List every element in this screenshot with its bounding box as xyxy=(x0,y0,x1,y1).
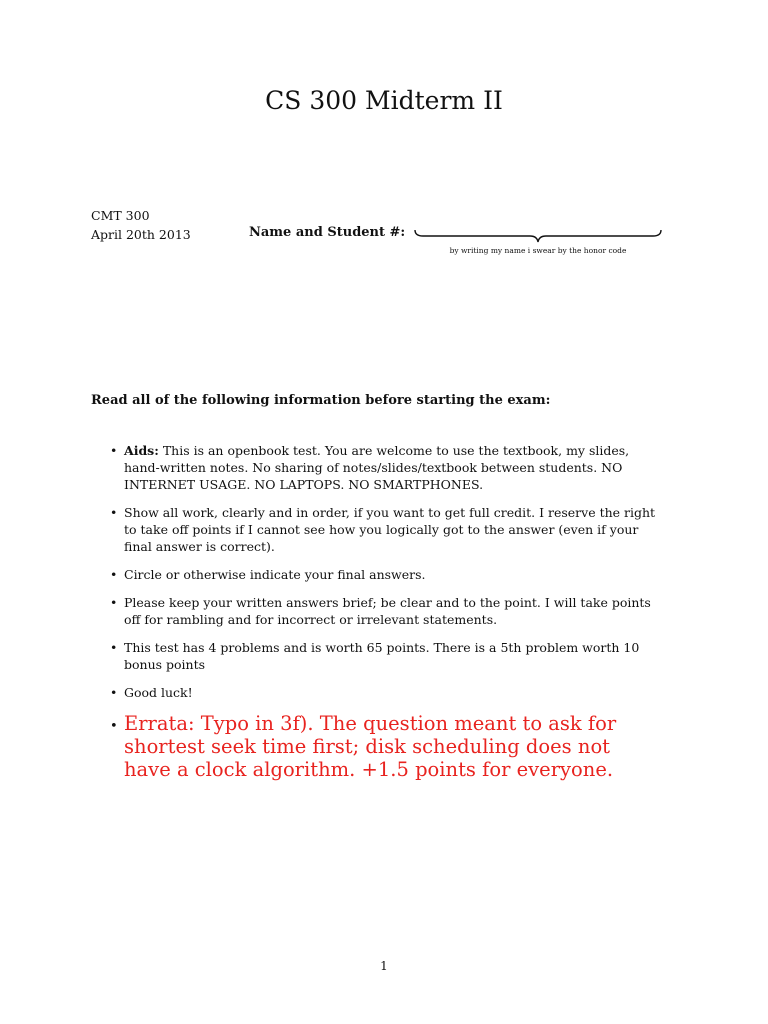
errata-item xyxy=(107,712,662,781)
page-title: CS 300 Midterm II xyxy=(265,86,503,115)
bullet-icon: • xyxy=(110,505,118,520)
bullet-icon: • xyxy=(110,443,118,458)
list-item xyxy=(107,442,662,493)
instruction-text: Good luck! xyxy=(124,685,193,700)
list-item xyxy=(107,566,662,583)
list-item xyxy=(107,684,662,701)
instruction-text: Circle or otherwise indicate your final answers. xyxy=(124,567,426,582)
name-label: Name and Student #: xyxy=(249,225,406,240)
underbrace-icon xyxy=(413,228,663,244)
list-item xyxy=(107,504,662,555)
list-item xyxy=(107,594,662,628)
instructions-list xyxy=(107,442,662,792)
aids-label: Aids: xyxy=(124,443,159,458)
list-item xyxy=(107,639,662,673)
honor-code-note: by writing my name i swear by the honor code xyxy=(449,246,627,255)
page-number: 1 xyxy=(380,959,388,973)
bullet-icon: • xyxy=(110,567,118,582)
bullet-icon: • xyxy=(110,685,118,700)
course-code: CMT 300 xyxy=(91,208,150,223)
aids-text: This is an openbook test. You are welcome to use the textbook, my slides, hand-written notes. No sharing of notes/slides/textbook between students. NO INTERNET USAGE. NO LAPTOPS. NO SMARTPHONES. xyxy=(124,443,630,492)
bullet-icon: • xyxy=(110,595,118,610)
errata-text: Errata: Typo in 3f). The question meant to ask for shortest seek time first; disk scheduling does not have a clock algorithm. +1.5 points for everyone. xyxy=(124,712,617,781)
instruction-text: This test has 4 problems and is worth 65 points. There is a 5th problem worth 10 bonus points xyxy=(124,640,640,672)
bullet-icon: • xyxy=(110,719,118,734)
instruction-text: Show all work, clearly and in order, if you want to get full credit. I reserve the right to take off points if I cannot see how you logically got to the answer (even if your final answer is correct). xyxy=(124,505,656,554)
exam-date: April 20th 2013 xyxy=(91,227,191,242)
instructions-intro: Read all of the following information before starting the exam: xyxy=(91,393,551,408)
instruction-text: Please keep your written answers brief; be clear and to the point. I will take points off for rambling and for incorrect or irrelevant statements. xyxy=(124,595,651,627)
bullet-icon: • xyxy=(110,640,118,655)
course-info xyxy=(91,206,191,244)
